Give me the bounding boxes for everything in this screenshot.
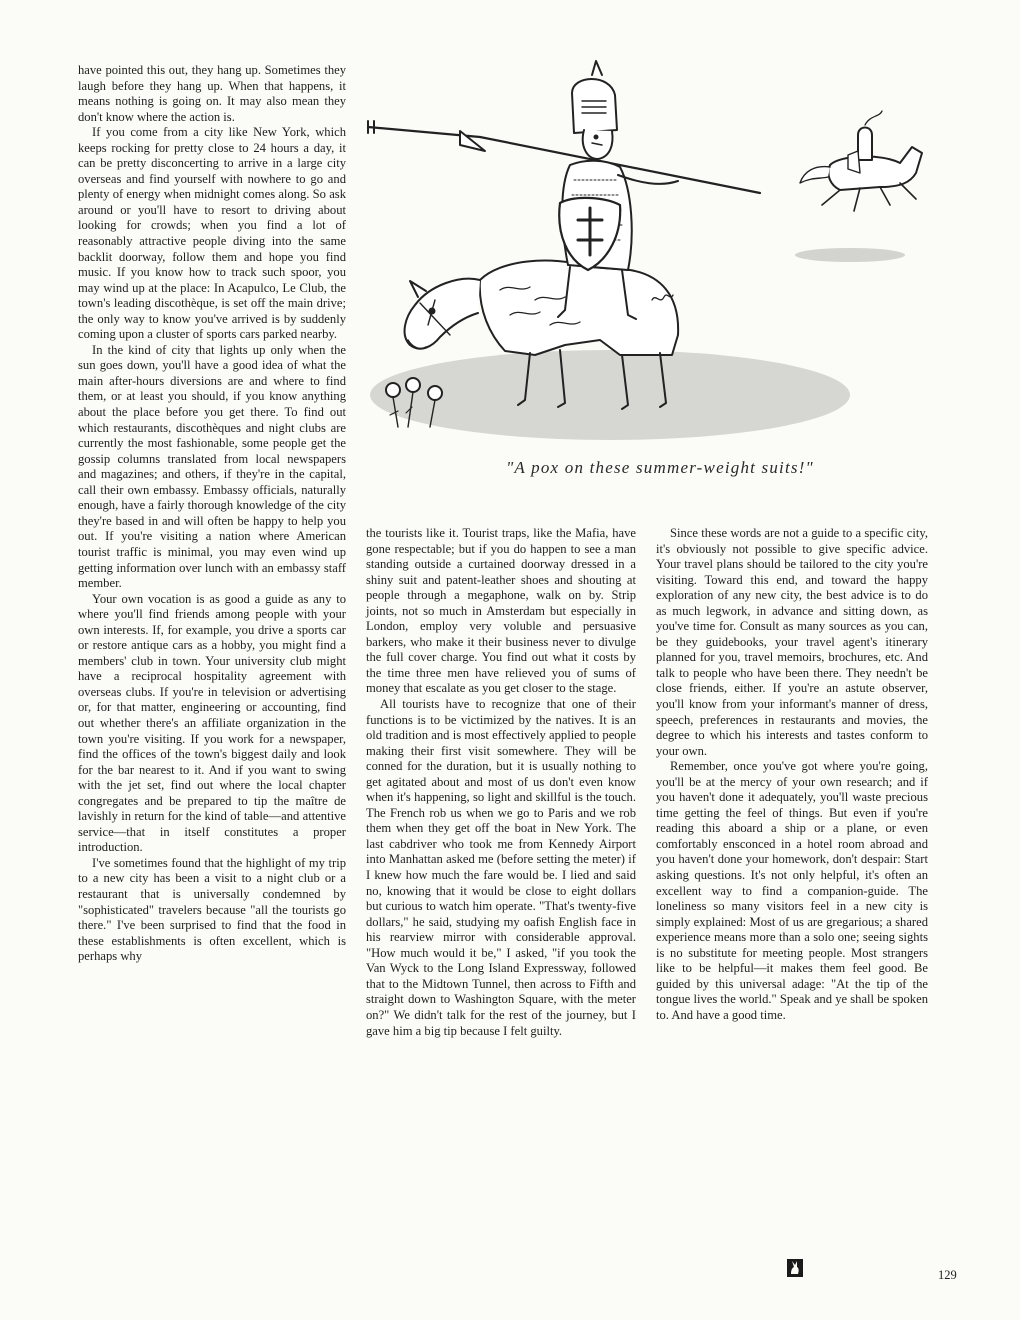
distant-knight [800, 111, 922, 211]
paragraph: have pointed this out, they hang up. Sometimes they laugh before they hang up. When that happens, it means nothing is going on. It may also mean they don't know where the action is. [78, 63, 346, 124]
knight-cartoon-illustration [360, 55, 940, 455]
column-1 [78, 63, 346, 965]
paragraph: All tourists have to recognize that one of their functions is to be victimized by the natives. It is an old tradition and is most effectively applied to people making their first visit somewhere. They will be conned for the duration, but it is usually nothing to get agitated about and most of us don't even know when it's happening, so light and skillful is the touch. The French rob us when we go to Paris and we rob them when they get off the boat in New York. The last cabdriver who took me from Kennedy Airport into Manhattan asked me (before setting the meter) if I knew how much the fare would be. I lied and said no, knowing that it would be close to eight dollars but curious to watch him operate. "That's twenty-five dollars," he said, studying my oafish English face in his rearview mirror with considerable approval. "How much would it be," I asked, "if you took the Van Wyck to the Long Island Expressway, followed that to the Midtown Tunnel, then across to Fifth and straight down to Washington Square, with the meter on?" We didn't talk for the rest of the journey, but I gave him a big tip because I felt guilty. [366, 697, 636, 1038]
column-2 [366, 526, 636, 1039]
horse-caparison [480, 261, 678, 355]
paragraph: I've sometimes found that the highlight of my trip to a new city has been a visit to a night club or a restaurant that is universally condemned by "sophisticated" travelers because "all the tourists go there." I've been surprised to find that the food in these establishments is often excellent, which is perhaps why [78, 855, 346, 964]
knight-helmet [572, 79, 617, 133]
cartoon-caption: "A pox on these summer-weight suits!" [506, 458, 814, 477]
page-number: 129 [938, 1268, 957, 1282]
paragraph: the tourists like it. Tourist traps, like the Mafia, have gone respectable; but if you do happen to see a man standing outside a curtained doorway dressed in a shiny suit and patent-leather shoes and shouting at people through a megaphone, walk on by. Strip joints, not so much in Amsterdam but especially in London, employ very voluble and persuasive barkers, who make it their business never to divulge the full cover charge. You find out what it costs by the time three men have relieved you of sums of money that escalate as you get closer to the stage. [366, 526, 636, 696]
paragraph: Remember, once you've got where you're going, you'll be at the mercy of your own research; and if you haven't done it adequately, you'll waste precious time getting the feel of things. But even if you're reading this aboard a ship or a plane, or even comfortably ensconced in a hotel room abroad and you haven't done your homework, don't despair: Start asking questions. It's not only helpful, it's often an excellent way to find a companion-guide. The loneliness so many visitors feel in a new city is simply explained: Most of us are gregarious; a shared experience means more than a solo one; seeing sights is no substitute for meeting people. Most strangers like to be helpful—it makes them feel good. Be guided by this universal adage: "At the tip of the tongue lives the world." Speak and ye shall be spoken to. And have a good time. [656, 759, 928, 1022]
paragraph: Since these words are not a guide to a specific city, it's obviously not possible to give specific advice. Your travel plans should be tailored to the city you're visiting. Toward this end, and toward the happy exploration of any new city, the best advice is to do as much legwork, in advance and sitting down, as you've time for. Consult as many sources as you can, be they guidebooks, your travel agent's itinerary planned for you, travel memoirs, brochures, etc. And talk to people who have been there. They needn't be close friends, either. If you're an astute observer, you'll know from your informant's manner of dress, speech, preferences in restaurants and movies, the degree to which his interests and tastes conform to your own. [656, 526, 928, 758]
column-3 [656, 526, 928, 1024]
paragraph: If you come from a city like New York, which keeps rocking for pretty close to 24 hours a day, it can be pretty disconcerting to arrive in a large city overseas and find yourself with nowhere to go and plenty of energy when midnight comes along. So ask around or you'll have to resort to driving about looking for crowds; when you find a lot of reasonably attractive people diving into the same backlit doorway, follow them and hope you find music. If you know how to track such spoor, you may wind up at the place: In Acapulco, Le Club, the town's leading discothèque, is set off the main drive; the only way to know you've arrived is by suddenly coming upon a cluster of sports cars parked nearby. [78, 125, 346, 342]
rabbit-head-icon [787, 1259, 803, 1277]
paragraph: Your own vocation is as good a guide as any to where you'll find friends among people with your own interests. If, for example, you drive a sports car or restore antique cars as a hobby, you might find a members' club in town. Your university club might have a reciprocal hospitality agreement with overseas clubs. If you're in television or advertising or, for that matter, engineering or accounting, find out whether there's an affiliate organization in the town you're visiting. If you work for a newspaper, find the offices of the town's biggest daily and look for the bar nearest to it. And if you want to swing with the jet set, find out where the local chapter congregates and be prepared to tip the maître de lavishly in return for the kind of table—and attentive service—that in itself constitutes a proper introduction. [78, 591, 346, 855]
paragraph: In the kind of city that lights up only when the sun goes down, you'll have a good idea of what the main after-hours diversions are and where to find them, or at least you should, if you know anything about the place before you get there. To find out which restaurants, discothèques and night clubs are currently the most fashionable, some people get the gossip columns translated from local newspapers and magazines; and others, if they're in the capital, call their own embassy. Embassy officials, naturally enough, have a fairly thorough knowledge of the city they're based in and will often be happy to help you out. If you're visiting a nation where American tourist traffic is minimal, you may even wind up getting information over lunch with an embassy staff member. [78, 342, 346, 591]
shadow-small [795, 248, 905, 262]
